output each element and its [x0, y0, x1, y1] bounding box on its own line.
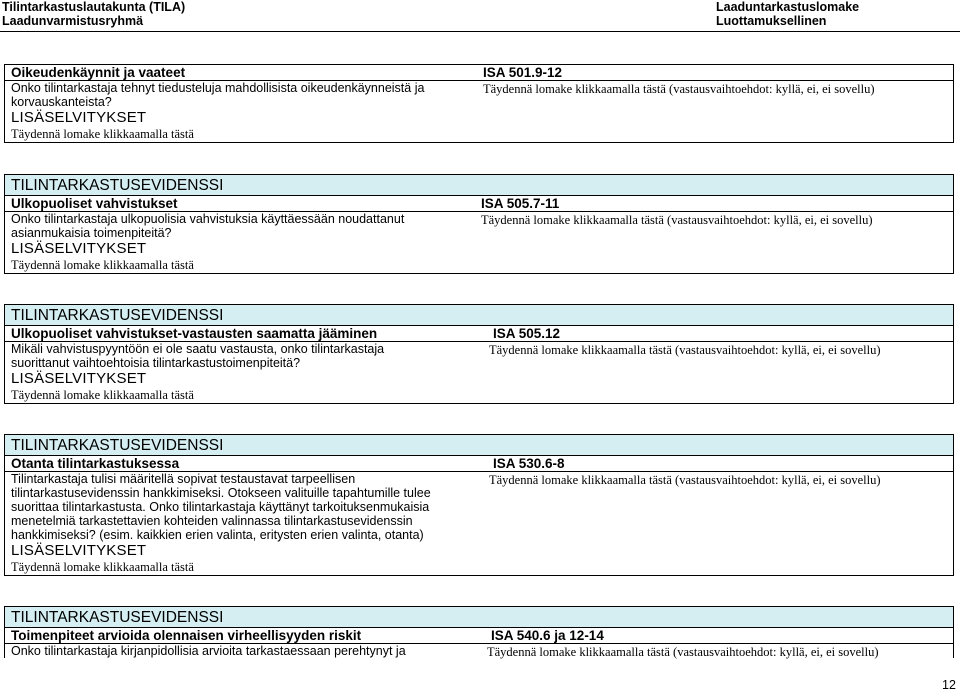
section-title-row: [5, 196, 953, 212]
page-header-left: [2, 0, 185, 28]
isa-reference: ISA 505.7-11: [481, 196, 560, 211]
section-title-row: [5, 65, 953, 81]
section-box: [4, 174, 954, 274]
section-no-confirmation-response: [4, 304, 954, 404]
additional-info-label: LISÄSELVITYKSET: [11, 240, 147, 257]
section-title-row: [5, 456, 953, 472]
evidence-heading: TILINTARKASTUSEVIDENSSI: [5, 175, 953, 196]
section-body: [5, 212, 953, 273]
isa-reference: ISA 530.6-8: [493, 456, 565, 471]
evidence-heading: TILINTARKASTUSEVIDENSSI: [5, 607, 953, 628]
confidentiality-label: Luottamuksellinen: [716, 14, 827, 28]
section-external-confirmations: [4, 174, 954, 274]
answer-field[interactable]: Täydennä lomake klikkaamalla tästä (vastausvaihtoehdot: kyllä, ei, ei sovellu): [487, 645, 879, 659]
form-name: Laaduntarkastuslomake: [716, 0, 860, 14]
additional-info-label: LISÄSELVITYKSET: [11, 370, 147, 387]
section-body: [5, 644, 953, 658]
answer-field[interactable]: Täydennä lomake klikkaamalla tästä (vastausvaihtoehdot: kyllä, ei, ei sovellu): [483, 82, 875, 96]
additional-info-field[interactable]: Täydennä lomake klikkaamalla tästä: [11, 560, 194, 574]
isa-reference: ISA 501.9-12: [483, 65, 563, 80]
group-name: Laadunvarmistusryhmä: [2, 14, 144, 28]
section-box: [4, 434, 954, 576]
section-body: [5, 342, 953, 403]
question-text: Onko tilintarkastaja tehnyt tiedusteluja mahdollisista oikeudenkäynneistä ja korvauskanteista?: [11, 81, 425, 109]
evidence-heading: TILINTARKASTUSEVIDENSSI: [5, 435, 953, 456]
section-box: [4, 304, 954, 404]
answer-field[interactable]: Täydennä lomake klikkaamalla tästä (vastausvaihtoehdot: kyllä, ei, ei sovellu): [481, 213, 873, 227]
evidence-heading: TILINTARKASTUSEVIDENSSI: [5, 305, 953, 326]
section-estimates-risk: [4, 606, 954, 658]
section-title: Ulkopuoliset vahvistukset: [11, 196, 178, 211]
additional-info-field[interactable]: Täydennä lomake klikkaamalla tästä: [11, 258, 194, 272]
section-title: Oikeudenkäynnit ja vaateet: [11, 65, 186, 80]
header-divider: [0, 31, 960, 32]
organization-name: Tilintarkastuslautakunta (TILA): [2, 0, 186, 14]
answer-field[interactable]: Täydennä lomake klikkaamalla tästä (vastausvaihtoehdot: kyllä, ei, ei sovellu): [489, 473, 881, 487]
section-box: [4, 606, 954, 658]
page-number: 12: [942, 678, 956, 692]
question-text: Tilintarkastaja tulisi määritellä sopivat testaustavat tarpeellisen tilintarkastusevidenssin hankkimiseksi. Otokseen valituille tapahtumille tulee suorittaa tilintarkastusta. Onko tilintarkastaja käyttänyt tarkoituksenmukaisia menetelmiä tarkastettavien kohteiden valinnassa tilintarkastusevidenssin hankkimiseksi? (esim. kaikkien erien valinta, eritysten erien valinta, otanta): [11, 472, 431, 542]
section-title-row: [5, 326, 953, 342]
section-title: Toimenpiteet arvioida olennaisen virheellisyyden riskit: [11, 628, 362, 643]
page-header-right: [716, 0, 859, 28]
section-litigation: [4, 64, 954, 143]
section-box: [4, 64, 954, 143]
section-title: Ulkopuoliset vahvistukset-vastausten saamatta jääminen: [11, 326, 378, 341]
isa-reference: ISA 540.6 ja 12-14: [491, 628, 604, 643]
question-text: Onko tilintarkastaja kirjanpidollisia arvioita tarkastaessaan perehtynyt ja: [11, 644, 406, 658]
additional-info-field[interactable]: Täydennä lomake klikkaamalla tästä: [11, 127, 194, 141]
question-text: Onko tilintarkastaja ulkopuolisia vahvistuksia käyttäessään noudattanut asianmukaisia toimenpiteitä?: [11, 212, 405, 240]
section-title-row: [5, 628, 953, 644]
section-title: Otanta tilintarkastuksessa: [11, 456, 180, 471]
answer-field[interactable]: Täydennä lomake klikkaamalla tästä (vastausvaihtoehdot: kyllä, ei, ei sovellu): [489, 343, 881, 357]
additional-info-label: LISÄSELVITYKSET: [11, 109, 147, 126]
isa-reference: ISA 505.12: [493, 326, 561, 341]
section-audit-sampling: [4, 434, 954, 576]
additional-info-field[interactable]: Täydennä lomake klikkaamalla tästä: [11, 388, 194, 402]
question-text: Mikäli vahvistuspyyntöön ei ole saatu vastausta, onko tilintarkastaja suorittanut vaihtoehtoisia tilintarkastustoimenpiteitä?: [11, 342, 385, 370]
section-body: [5, 472, 953, 575]
additional-info-label: LISÄSELVITYKSET: [11, 542, 147, 559]
section-body: [5, 81, 953, 142]
